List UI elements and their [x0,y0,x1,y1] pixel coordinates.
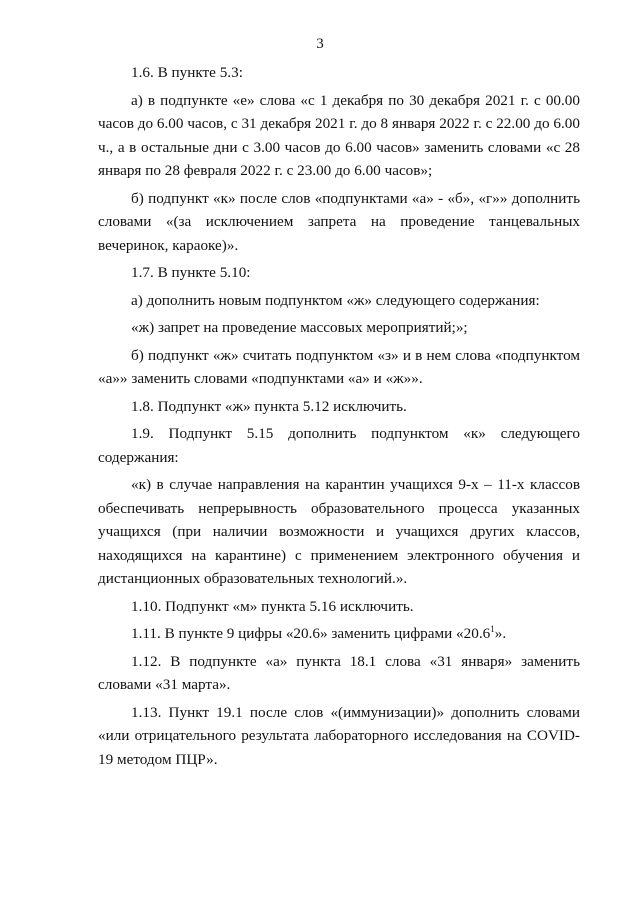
paragraph-1-11-superscript: 1 [490,624,495,634]
paragraph-1-9-k: «к) в случае направления на карантин учащихся 9-х – 11-х классов обеспечивать непрерывность образовательного процесса указанных учащихся (при наличии возможности и учащихся других классов, находящихся на карантине) с применением электронного обучения и дистанционных образовательных технологий.». [98,476,580,587]
paragraph-1-7-a: а) дополнить новым подпунктом «ж» следующего содержания: [131,291,540,309]
paragraph-1-7-b: б) подпункт «ж» считать подпунктом «з» и в нем слова «подпунктом «а»» заменить словами «подпунктами «а» и «ж»». [98,346,580,387]
paragraph-1-11-end: ». [494,625,507,642]
paragraph-1-10: 1.10. Подпункт «м» пункта 5.16 исключить. [131,597,414,615]
paragraph-1-7-zh: «ж) запрет на проведение массовых мероприятий;»; [131,319,468,336]
page-number: 3 [316,36,324,52]
paragraph-1-11-text: 1.11. В пункте 9 цифры «20.6» заменить цифрами «20.6 [131,625,491,642]
paragraph-1-7: 1.7. В пункте 5.10: [131,264,251,281]
paragraph-1-9: 1.9. Подпункт 5.15 дополнить подпунктом «к» следующего содержания: [98,425,580,466]
paragraph-1-11 [98,622,580,650]
paragraph-1-6: 1.6. В пункте 5.3: [131,64,243,81]
paragraph-1-6-a: а) в подпункте «е» слова «с 1 декабря по 30 декабря 2021 г. с 00.00 часов до 6.00 часов, с 31 декабря 2021 г. до 8 января 2022 г. с 22.00 до 6.00 ч., а в остальные дни с 3.00 часов до 6.00 часов» заменить словами «с 28 января по 28 февраля 2022 г. с 23.00 до 6.00 часов»; [98,91,580,179]
paragraph-1-6-b: б) подпункт «к» после слов «подпунктами «а» - «б», «г»» дополнить словами «(за исключением запрета на проведение танцевальных вечеринок, караоке)». [98,189,580,254]
document-body [98,61,580,775]
paragraph-1-13: 1.13. Пункт 19.1 после слов «(иммунизации)» дополнить словами «или отрицательного результата лабораторного исследования на COVID-19 методом ПЦР». [98,703,580,768]
paragraph-1-12: 1.12. В подпункте «а» пункта 18.1 слова «31 января» заменить словами «31 марта». [98,652,580,693]
paragraph-1-8: 1.8. Подпункт «ж» пункта 5.12 исключить. [131,397,407,415]
